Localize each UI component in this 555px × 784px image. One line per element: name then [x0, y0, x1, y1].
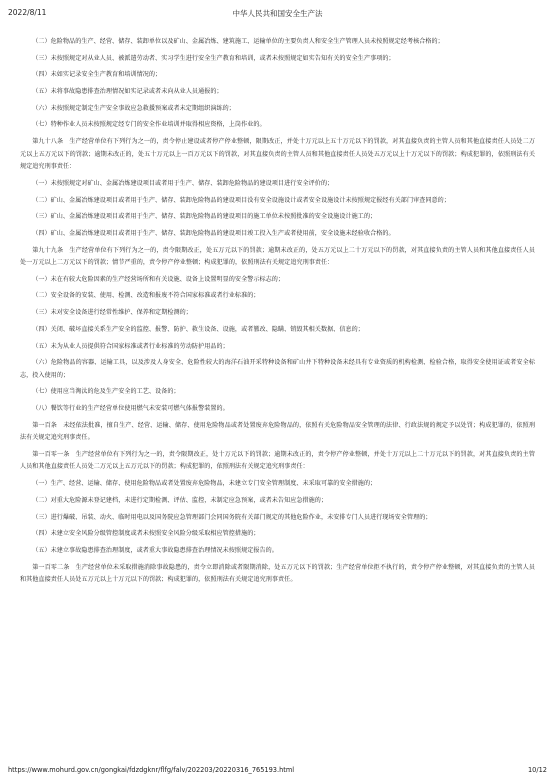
paragraph: （二）对重大危险源未登记建档，未进行定期检测、评估、监控，未制定应急预案，或者未告知应急措施的；	[32, 496, 328, 504]
article-101: 第一百零一条 生产经营单位有下列行为之一的，责令限期改正，处十万元以下的罚款；逾期未改正的，责令停产停业整顿，并处十万元以上二十万元以下的罚款，对其直接负责的主管人员和其他直接责任人员处二万元以上五万元以下的罚款；构成犯罪的，依照刑法有关规定追究刑事责任：	[20, 450, 535, 471]
body-text	[20, 36, 535, 591]
page-header	[8, 8, 547, 22]
page-number: 10/12	[527, 766, 547, 774]
paragraph: （二）安全设备的安装、使用、检测、改造和报废不符合国家标准或者行业标准的；	[32, 292, 260, 300]
paragraph: （六）危险物品的容器、运输工具，以及涉及人身安全、危险性较大的海洋石油开采特种设备和矿山井下特种设备未经具有专业资质的机构检测、检验合格，取得安全使用证或者安全标志，投入使用的；	[20, 359, 535, 379]
print-date: 2022/8/11	[8, 8, 47, 17]
paragraph: （一）未按照规定对矿山、金属冶炼建设项目或者用于生产、储存、装卸危险物品的建设项目进行安全评价的；	[32, 179, 334, 187]
paragraph: （三）矿山、金属冶炼建设项目或者用于生产、储存、装卸危险物品的建设项目的施工单位未按照批准的安全设施设计施工的；	[32, 213, 377, 221]
article-98: 第九十八条 生产经营单位有下列行为之一的，责令停止建设或者停产停业整顿，限期改正，并处十万元以上五十万元以下的罚款，对其直接负责的主管人员和其他直接责任人员处二万元以上五万元以下的罚款；逾期未改正的，处五十万元以上一百万元以下的罚款，对其直接负责的主管人员和其他直接责任人员处五万元以上十万元以下的罚款；构成犯罪的，依照刑法有关规定追究刑事责任：	[20, 138, 535, 171]
document-title: 中华人民共和国安全生产法	[232, 9, 323, 18]
paragraph: （八）餐饮等行业的生产经营单位使用燃气未安装可燃气体报警装置的。	[32, 405, 229, 413]
paragraph: （五）未建立事故隐患排查治理制度，或者重大事故隐患排查治理情况未按照规定报告的。	[32, 546, 278, 554]
paragraph: （七）特种作业人员未按照规定经专门的安全作业培训并取得相应资格，上岗作业的。	[32, 121, 266, 129]
page-footer	[8, 766, 547, 778]
paragraph: （五）未为从业人员提供符合国家标准或者行业标准的劳动防护用品的；	[32, 342, 229, 350]
paragraph: （二）危险物品的生产、经营、储存、装卸单位以及矿山、金属冶炼、建筑施工、运输单位的主要负责人和安全生产管理人员未按照规定经考核合格的；	[32, 38, 444, 45]
article-100: 第一百条 未经依法批准，擅自生产、经营、运输、储存、使用危险物品或者处置废弃危险物品的，依照有关危险物品安全管理的法律、行政法规的规定予以处罚；构成犯罪的，依照刑法有关规定追究刑事责任。	[20, 421, 535, 442]
paragraph: （一）未在有较大危险因素的生产经营场所和有关设施、设备上设置明显的安全警示标志的；	[32, 275, 285, 283]
article-99: 第九十九条 生产经营单位有下列行为之一的，责令限期改正，处五万元以下的罚款；逾期未改正的，处五万元以上二十万元以下的罚款，对其直接负责的主管人员和其他直接责任人员处一万元以上二万元以下的罚款；情节严重的，责令停产停业整顿；构成犯罪的，依照刑法有关规定追究刑事责任：	[20, 246, 535, 267]
paragraph: （三）进行爆破、吊装、动火、临时用电以及国务院应急管理部门会同国务院有关部门规定的其他危险作业，未安排专门人员进行现场安全管理的；	[32, 513, 432, 521]
article-102: 第一百零二条 生产经营单位未采取措施消除事故隐患的，责令立即消除或者限期消除，处五万元以下的罚款；生产经营单位拒不执行的，责令停产停业整顿，对其直接负责的主管人员和其他直接责任人员处五万元以上十万元以下的罚款；构成犯罪的，依照刑法有关规定追究刑事责任。	[20, 563, 535, 584]
paragraph: （四）矿山、金属冶炼建设项目或者用于生产、储存、装卸危险物品的建设项目竣工投入生产或者使用前，安全设施未经验收合格的。	[32, 229, 395, 237]
paragraph: （三）未对安全设备进行经常性维护、保养和定期检测的；	[32, 309, 192, 317]
source-url[interactable]: https://www.mohurd.gov.cn/gongkai/fdzdgknr/flfg/falv/202203/20220316_765193.html	[8, 766, 295, 774]
paragraph: （六）未按照规定制定生产安全事故应急救援预案或者未定期组织演练的；	[32, 104, 235, 112]
paragraph: （四）未如实记录安全生产教育和培训情况的；	[32, 71, 162, 79]
paragraph: （五）未将事故隐患排查治理情况如实记录或者未向从业人员通报的；	[32, 88, 223, 96]
paragraph: （二）矿山、金属冶炼建设项目或者用于生产、储存、装卸危险物品的建设项目没有安全设施设计或者安全设施设计未按照规定报经有关部门审查同意的；	[32, 196, 450, 204]
paragraph: （一）生产、经营、运输、储存、使用危险物品或者处置废弃危险物品，未建立专门安全管理制度、未采取可靠的安全措施的；	[32, 480, 377, 488]
paragraph: （七）使用应当淘汰的危及生产安全的工艺、设备的；	[32, 388, 180, 396]
paragraph: （四）关闭、破坏直接关系生产安全的监控、报警、防护、救生设备、设施，或者篡改、隐瞒、销毁其相关数据、信息的；	[32, 325, 364, 333]
paragraph: （三）未按照规定对从业人员、被派遣劳动者、实习学生进行安全生产教育和培训，或者未按照规定如实告知有关的安全生产事项的；	[32, 54, 395, 62]
paragraph: （四）未建立安全风险分级管控制度或者未按照安全风险分级采取相应管控措施的；	[32, 530, 260, 538]
